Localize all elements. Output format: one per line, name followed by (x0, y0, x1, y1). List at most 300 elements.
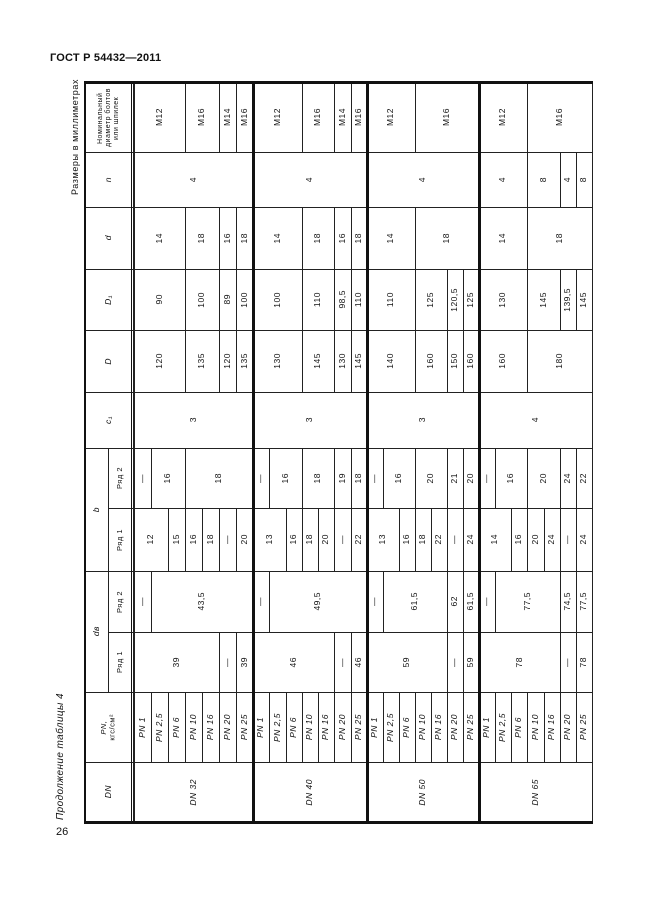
table-cell-c1 (253, 392, 368, 449)
table-cell-D1-text: 100 (238, 291, 249, 308)
header-db-text: dв (90, 626, 101, 637)
table-cell-bolt-text: M16 (196, 108, 207, 127)
group-separator-rule (366, 81, 369, 824)
table-cell-n-text: 8 (578, 176, 589, 183)
header-pn-label: PN, (99, 720, 109, 735)
table-cell-b1-text: 16 (401, 534, 412, 545)
table-cell-dn-text: DN 50 (417, 778, 428, 806)
table-cell-b1-text: 13 (377, 534, 388, 545)
table-cell-b2 (185, 448, 254, 509)
table-cell-D (253, 330, 303, 393)
header-db (85, 571, 109, 693)
header-d-text: d (103, 235, 114, 241)
table-cell-pn-text: PN 6 (288, 716, 299, 738)
header-c1-text: c₁ (103, 416, 114, 424)
table-cell-n-text: 4 (187, 176, 198, 183)
table-cell-db2-text: 49,5 (312, 592, 323, 611)
table-cell-D1 (302, 269, 335, 331)
table-cell-db1-text: 59 (401, 656, 412, 668)
table-cell-bolt-text: M12 (153, 108, 164, 127)
table-cell-pn (202, 692, 220, 763)
table-cell-b1 (168, 508, 186, 572)
table-cell-b1 (253, 508, 287, 572)
header-d1-text: D₁ (103, 294, 114, 305)
table-cell-b2-text: 21 (449, 472, 460, 484)
table-cell-pn-text: PN 10 (529, 713, 540, 741)
table-cell-b1 (399, 508, 416, 572)
table-cell-d (236, 207, 254, 270)
table-cell-pn-text: PN 20 (221, 713, 232, 741)
table-cell-pn-text: PN 1 (369, 716, 380, 738)
table-cell-pn (560, 692, 577, 763)
table-cell-b1 (219, 508, 237, 572)
table-cell-D1 (134, 269, 186, 331)
table-cell-pn (495, 692, 512, 763)
table-cell-db1 (219, 632, 237, 693)
table-cell-db1-text: 39 (238, 656, 249, 668)
table-cell-b2 (253, 448, 270, 509)
table-cell-n (527, 152, 561, 208)
table-cell-db2-text: 61,5 (409, 592, 420, 611)
table-cell-d (253, 207, 303, 270)
table-cell-D (134, 330, 186, 393)
table-cell-d-text: 14 (271, 232, 282, 244)
table-cell-dn-text: DN 32 (187, 778, 198, 806)
table-caption: Продолжение таблицы 4 (55, 693, 66, 820)
header-bolt-diameter (85, 83, 134, 153)
table-cell-D1 (236, 269, 254, 331)
table-cell-pn (527, 692, 545, 763)
table-cell-db2-text: — (255, 597, 266, 606)
table-cell-db1-text: — (562, 657, 573, 667)
table-cell-b1-text: 24 (578, 534, 589, 545)
table-cell-n-text: 4 (304, 176, 315, 183)
table-cell-db2 (151, 571, 254, 633)
table-cell-bolt-text: M16 (312, 108, 323, 127)
header-double-rule (131, 83, 132, 822)
table-cell-pn-text: PN 10 (304, 713, 315, 741)
table-cell-b1 (576, 508, 593, 572)
table-left-rule (84, 81, 86, 824)
table-cell-n (576, 152, 593, 208)
table-cell-pn-text: PN 6 (401, 716, 412, 738)
table-cell-pn-text: PN 10 (187, 713, 198, 741)
table-cell-d-text: 18 (312, 232, 323, 244)
table-cell-d-text: 16 (221, 232, 232, 244)
header-b-row2 (108, 448, 134, 509)
table-cell-b1 (236, 508, 254, 572)
table-cell-pn-text: PN 1 (255, 716, 266, 738)
table-cell-D-text: 120 (153, 353, 164, 369)
table-cell-db1 (367, 632, 448, 693)
table-cell-bolt-text: M12 (497, 108, 508, 127)
table-cell-pn-text: PN 6 (170, 716, 181, 738)
table-cell-D-text: 120 (221, 353, 232, 369)
table-cell-D1-text: 100 (271, 291, 282, 308)
table-cell-c1 (479, 392, 593, 449)
table-cell-D1 (367, 269, 416, 331)
table-bottom-rule (85, 821, 593, 824)
table-cell-pn (576, 692, 593, 763)
table-cell-db2-text: 61,5 (465, 592, 476, 611)
table-cell-b2 (134, 448, 152, 509)
table-cell-dn (367, 762, 480, 823)
table-cell-db2 (253, 571, 270, 633)
table-cell-b2 (447, 448, 464, 509)
group-separator-rule (478, 81, 481, 824)
header-c1 (85, 392, 134, 449)
table-cell-D (334, 330, 352, 393)
table-cell-db1 (560, 632, 577, 693)
table-cell-db2 (495, 571, 561, 633)
table-cell-b1 (351, 508, 368, 572)
table-cell-dn-text: DN 65 (529, 778, 540, 806)
table-cell-d (302, 207, 335, 270)
table-cell-bolt (334, 83, 352, 153)
table-cell-pn (269, 692, 287, 763)
table-cell-pn-text: PN 20 (562, 713, 573, 741)
table-cell-db2 (479, 571, 496, 633)
table-cell-pn-text: PN 16 (320, 713, 331, 741)
table-cell-c1-text: 3 (417, 417, 428, 423)
table-cell-b1 (431, 508, 448, 572)
table-cell-db1 (134, 632, 220, 693)
table-cell-b2 (151, 448, 186, 509)
header-b-row1-text: Ряд 1 (115, 528, 125, 551)
table-cell-db1 (447, 632, 464, 693)
table-cell-b2-text: — (136, 473, 147, 483)
header-b-text: b (90, 506, 101, 513)
table-cell-b1-text: 18 (304, 534, 315, 545)
table-cell-pn-text: PN 25 (353, 713, 364, 741)
table-cell-D1 (463, 269, 480, 331)
table-cell-b2-text: 16 (162, 472, 173, 484)
table-cell-bolt-text: M14 (221, 108, 232, 127)
table-cell-db1-text: 39 (170, 656, 181, 668)
header-d (85, 330, 134, 393)
table-cell-pn-text: PN 2,5 (153, 712, 164, 742)
table-cell-D1-text: 120,5 (449, 287, 460, 312)
table-cell-D1-text: 125 (425, 291, 436, 308)
table-cell-d (415, 207, 480, 270)
table-cell-b2-text: 22 (578, 472, 589, 484)
table-cell-D (185, 330, 220, 393)
table-cell-db1 (351, 632, 368, 693)
header-n (85, 152, 134, 208)
table-cell-n (253, 152, 368, 208)
table-cell-bolt-text: M12 (271, 108, 282, 127)
table-cell-b1-text: 22 (353, 534, 364, 545)
header-pn (85, 692, 134, 763)
table-cell-b1 (318, 508, 335, 572)
table-cell-pn-text: PN 1 (481, 716, 492, 738)
table-cell-b1 (134, 508, 169, 572)
table-cell-b1-text: — (449, 535, 460, 544)
table-cell-D1-text: 110 (353, 291, 364, 308)
table-cell-D-text: 130 (271, 353, 282, 369)
table-cell-D1 (253, 269, 303, 331)
table-cell-pn (511, 692, 528, 763)
table-cell-db1 (576, 632, 593, 693)
table-cell-c1-text: 3 (187, 417, 198, 423)
table-cell-d-text: 16 (336, 232, 347, 244)
table-cell-pn (185, 692, 203, 763)
table-cell-dn (479, 762, 593, 823)
table-cell-D1-text: 145 (578, 291, 589, 308)
table-cell-db1 (463, 632, 480, 693)
table-cell-bolt (302, 83, 335, 153)
table-cell-b1-text: 18 (417, 534, 428, 545)
table-cell-db2-text: 62 (449, 596, 460, 607)
table-cell-b2-text: 16 (505, 472, 516, 484)
table-cell-db1 (236, 632, 254, 693)
table-cell-b2 (495, 448, 528, 509)
table-cell-d-text: 14 (385, 232, 396, 244)
header-db-row1-text: Ряд 1 (115, 651, 125, 673)
table-cell-dn (134, 762, 254, 823)
table-cell-pn (431, 692, 448, 763)
table-cell-D-text: 180 (553, 353, 564, 369)
table-cell-D1 (334, 269, 352, 331)
table-cell-d (351, 207, 368, 270)
table-cell-b1 (527, 508, 545, 572)
table-cell-n (134, 152, 254, 208)
table-cell-d (479, 207, 528, 270)
table-cell-b1-text: 16 (288, 534, 299, 545)
table-cell-db2-text: — (481, 597, 492, 606)
table-cell-b1-text: 16 (513, 534, 524, 545)
table-cell-pn-text: PN 25 (465, 713, 476, 741)
header-b-row2-text: Ряд 2 (115, 467, 125, 489)
table-cell-pn-text: PN 25 (238, 713, 249, 741)
table-cell-D1 (415, 269, 448, 331)
table-cell-pn (318, 692, 335, 763)
table-cell-n-text: 8 (537, 176, 548, 183)
table-cell-b1-text: 24 (546, 534, 557, 545)
table-cell-D-text: 145 (353, 353, 364, 369)
table-cell-db1-text: 46 (287, 656, 298, 668)
table-cell-b1 (302, 508, 319, 572)
table-cell-d-text: 18 (441, 232, 452, 244)
table-cell-b2-text: 18 (353, 472, 364, 484)
table-cell-b1 (415, 508, 432, 572)
table-cell-bolt (527, 83, 593, 153)
table-cell-db1-text: — (336, 657, 347, 667)
table-cell-b2 (576, 448, 593, 509)
table-cell-pn (134, 692, 152, 763)
group-separator-rule (252, 81, 255, 824)
table-cell-d (527, 207, 593, 270)
table-cell-D1-text: 110 (312, 291, 323, 308)
table-cell-b1 (367, 508, 400, 572)
table-cell-b1-text: 14 (489, 534, 500, 545)
table-cell-pn (415, 692, 432, 763)
table-cell-D1-text: 90 (153, 294, 164, 305)
table-cell-pn (286, 692, 303, 763)
table-cell-D-text: 160 (465, 353, 476, 369)
table-cell-db1-text: 78 (578, 656, 589, 668)
table-cell-b1-text: — (221, 535, 232, 544)
table-cell-db1-text: — (449, 657, 460, 667)
table-cell-db2-text: 77,5 (521, 592, 532, 611)
table-cell-db1 (479, 632, 561, 693)
table-cell-db2-text: — (136, 597, 147, 606)
table-cell-d-text: 18 (553, 232, 564, 244)
table-cell-db2 (576, 571, 593, 633)
page-number: 26 (56, 826, 69, 838)
table-cell-db2-text: 77,5 (578, 592, 589, 611)
table-cell-b1 (479, 508, 512, 572)
table-cell-D (479, 330, 528, 393)
table-cell-bolt-text: M16 (238, 108, 249, 127)
table-cell-b1-text: 22 (433, 534, 444, 545)
table-cell-b1-text: 24 (465, 534, 476, 545)
table-cell-bolt (367, 83, 416, 153)
table-cell-b2-text: 20 (425, 472, 436, 484)
table-cell-bolt (236, 83, 254, 153)
table-cell-bolt (351, 83, 368, 153)
table-cell-d-text: 18 (196, 232, 207, 244)
header-db-row1 (108, 632, 134, 693)
table-cell-pn (351, 692, 368, 763)
table-cell-b2-text: 18 (213, 472, 224, 484)
table-cell-pn (151, 692, 169, 763)
table-cell-D1-text: 125 (465, 291, 476, 308)
table-cell-D-text: 160 (425, 353, 436, 369)
table-cell-db2 (463, 571, 480, 633)
table-cell-db1-text: 46 (353, 656, 364, 668)
table-cell-dn-text: DN 40 (304, 778, 315, 806)
table-cell-d-text: 14 (497, 232, 508, 244)
table-cell-D1 (219, 269, 237, 331)
table-cell-db1-text: 78 (513, 656, 524, 668)
table-cell-c1-text: 3 (304, 417, 315, 423)
table-cell-db2 (367, 571, 384, 633)
table-cell-d (134, 207, 186, 270)
table-top-rule (85, 81, 593, 84)
table-cell-pn-text: PN 2,5 (271, 712, 282, 742)
table-cell-b1 (511, 508, 528, 572)
table-cell-d-text: 18 (238, 232, 249, 244)
table-cell-dn (253, 762, 368, 823)
header-d1 (85, 269, 134, 331)
table-cell-pn (479, 692, 496, 763)
table-cell-pn (302, 692, 319, 763)
table-cell-b1-text: 18 (204, 534, 215, 545)
table-cell-D-text: 140 (385, 353, 396, 369)
table-cell-b1-text: 12 (145, 534, 156, 545)
table-cell-db1 (334, 632, 352, 693)
table-cell-D-text: 145 (312, 353, 323, 369)
header-db-row2-text: Ряд 2 (115, 590, 125, 613)
table-cell-D1 (576, 269, 593, 331)
table-cell-pn-text: PN 1 (136, 716, 147, 738)
table-cell-b2 (334, 448, 352, 509)
table-cell-n-text: 4 (497, 176, 508, 183)
table-cell-b2-text: 16 (279, 472, 290, 484)
table-cell-bolt-text: M16 (553, 108, 564, 127)
table-cell-pn-text: PN 16 (433, 713, 444, 741)
table-cell-bolt-text: M16 (353, 108, 364, 127)
table-cell-b1-text: — (562, 535, 573, 544)
table-cell-b1-text: — (336, 535, 347, 544)
table-cell-b1 (463, 508, 480, 572)
table-cell-pn (463, 692, 480, 763)
table-cell-b2-text: 16 (393, 472, 404, 484)
table-cell-pn-text: PN 6 (513, 716, 524, 738)
table-cell-b2 (463, 448, 480, 509)
table-cell-b2 (479, 448, 496, 509)
table-cell-b2 (383, 448, 416, 509)
table-cell-D1 (351, 269, 368, 331)
table-cell-D1 (185, 269, 220, 331)
table-cell-b1 (544, 508, 561, 572)
table-cell-db2-text: 43,5 (196, 592, 207, 611)
table-cell-pn (168, 692, 186, 763)
table-cell-db2 (134, 571, 152, 633)
table-cell-db2 (447, 571, 464, 633)
table-cell-D-text: 160 (497, 353, 508, 369)
table-cell-b1 (447, 508, 464, 572)
header-bolt-diameter-text: Номинальный диаметр болтов или шпилек (96, 88, 121, 147)
table-cell-pn-text: PN 16 (204, 713, 215, 741)
table-cell-b2 (351, 448, 368, 509)
table-cell-b2-text: 20 (537, 472, 548, 484)
header-b-row1 (108, 508, 134, 572)
table-cell-D1-text: 145 (537, 291, 548, 308)
table-cell-D-text: 150 (449, 353, 460, 369)
table-cell-pn-text: PN 20 (449, 713, 460, 741)
table-cell-D-text: 135 (196, 353, 207, 369)
table-cell-db2-text: — (369, 597, 380, 606)
table-cell-b1-text: 15 (170, 534, 181, 545)
table-cell-db1 (253, 632, 335, 693)
table-cell-b2-text: — (255, 473, 266, 483)
table-cell-b2-text: 20 (465, 472, 476, 484)
table-cell-D1-text: 110 (385, 291, 396, 308)
table-cell-b2 (415, 448, 448, 509)
table-cell-bolt (185, 83, 220, 153)
table-cell-db2-text: 74,5 (562, 592, 573, 611)
table-cell-D (302, 330, 335, 393)
table-cell-D1-text: 139,5 (562, 287, 573, 312)
header-pn-unit: кгс/см² (108, 713, 117, 741)
table-cell-D1 (479, 269, 528, 331)
table-cell-bolt-text: M16 (441, 108, 452, 127)
table-cell-pn (367, 692, 384, 763)
table-cell-b1 (560, 508, 577, 572)
header-b (85, 448, 109, 572)
table-cell-pn (383, 692, 400, 763)
table-cell-D (527, 330, 593, 393)
table-cell-D1-text: 89 (221, 294, 232, 305)
table-cell-pn-text: PN 25 (578, 713, 589, 741)
table-cell-b1 (202, 508, 220, 572)
table-cell-d (185, 207, 220, 270)
table-cell-n (479, 152, 528, 208)
table-cell-bolt (253, 83, 303, 153)
table-cell-db1-text: 59 (465, 656, 476, 668)
table-cell-b2-text: 19 (336, 472, 347, 484)
table-cell-D (219, 330, 237, 393)
table-cell-pn-text: PN 2,5 (385, 712, 396, 742)
table-cell-b2 (302, 448, 335, 509)
table-cell-b1-text: 20 (320, 534, 331, 545)
table-cell-n (367, 152, 480, 208)
table-cell-pn-text: PN 16 (546, 713, 557, 741)
table-cell-c1-text: 4 (529, 417, 540, 423)
table-cell-D1 (527, 269, 561, 331)
